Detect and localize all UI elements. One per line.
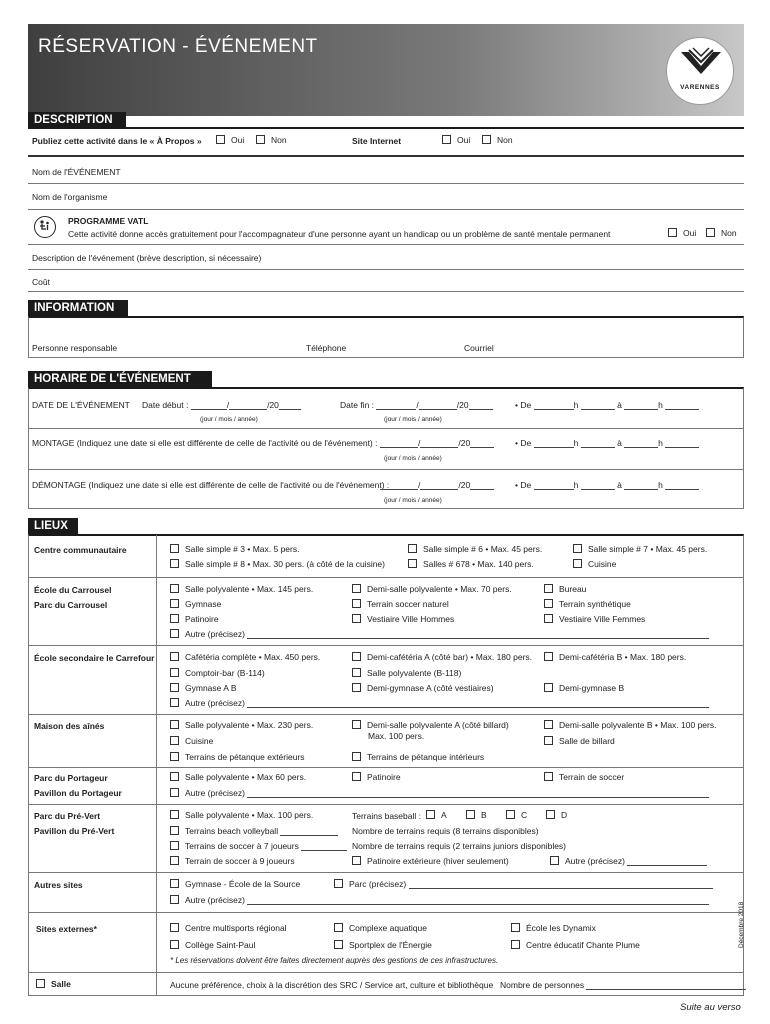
venue-option-other[interactable]: Parc (précisez) <box>334 879 713 889</box>
checkbox[interactable] <box>352 772 361 781</box>
checkbox[interactable] <box>170 788 179 797</box>
accessibility-icon <box>34 216 56 238</box>
venue-option[interactable]: Terrain de soccer <box>544 772 624 782</box>
venue-option[interactable]: Terrains beach volleyball <box>170 826 338 836</box>
event-time-field[interactable]: • De h à h <box>515 400 699 410</box>
checkbox[interactable] <box>170 559 179 568</box>
checkbox[interactable] <box>170 698 179 707</box>
checkbox[interactable] <box>352 720 361 729</box>
divider <box>28 269 744 270</box>
venue-option[interactable]: Salle polyvalente • Max. 145 pers. <box>170 584 313 594</box>
venue-label: Parc du Portageur <box>34 773 108 783</box>
salle-preference-text: Aucune préférence, choix à la discrétion des SRC / Service art, culture et bibliothèque <box>170 980 494 990</box>
page-title: RÉSERVATION - ÉVÉNEMENT <box>38 36 318 57</box>
venue-option[interactable]: Salle simple # 7 • Max. 45 pers. <box>573 544 707 554</box>
venue-option[interactable]: Salle simple # 3 • Max. 5 pers. <box>170 544 299 554</box>
checkbox[interactable] <box>170 683 179 692</box>
venue-option[interactable]: Patinoire extérieure (hiver seulement) <box>352 856 509 866</box>
checkbox[interactable] <box>408 559 417 568</box>
checkbox[interactable] <box>170 584 179 593</box>
section-heading-schedule: HORAIRE DE L'ÉVÉNEMENT <box>28 371 212 387</box>
checkbox[interactable] <box>334 940 343 949</box>
teardown-label: DÉMONTAGE (Indiquez une date si elle est différente de celle de l'activité ou de l'événement) : <box>32 480 390 490</box>
divider <box>28 645 744 646</box>
checkbox[interactable] <box>170 810 179 819</box>
checkbox[interactable] <box>352 652 361 661</box>
checkbox[interactable] <box>170 720 179 729</box>
venue-option[interactable]: Demi-gymnase B <box>544 683 624 693</box>
checkbox[interactable] <box>170 940 179 949</box>
event-name-field[interactable]: Nom de l'ÉVÉNEMENT <box>32 167 121 177</box>
date-hint: (jour / mois / année) <box>384 455 442 462</box>
form-date: Décembre 2018 <box>738 901 745 948</box>
venue-option[interactable]: Demi-gymnase A (côté vestiaires) <box>352 683 494 693</box>
venue-option-other[interactable]: Autre (précisez) <box>170 788 709 798</box>
checkbox[interactable] <box>544 584 553 593</box>
divider <box>28 972 744 973</box>
checkbox[interactable] <box>511 940 520 949</box>
baseball-option-b[interactable]: B <box>466 810 487 820</box>
venue-option[interactable]: Terrains de pétanque intérieurs <box>352 752 484 762</box>
venue-option[interactable]: Terrains de soccer à 7 joueurs <box>170 841 347 851</box>
venue-option[interactable]: Gymnase - École de la Source <box>170 879 300 889</box>
baseball-option-d[interactable]: D <box>546 810 567 820</box>
checkbox[interactable] <box>573 559 582 568</box>
venue-option[interactable]: Salle polyvalente • Max. 100 pers. <box>170 810 313 820</box>
venue-option[interactable]: Demi-cafétéria A (côté bar) • Max. 180 pers. <box>352 652 532 662</box>
checkbox[interactable] <box>482 135 491 144</box>
checkbox[interactable] <box>352 584 361 593</box>
people-count-field[interactable]: Nombre de personnes <box>500 980 746 990</box>
venue-label: Parc du Pré-Vert <box>34 811 101 821</box>
checkbox[interactable] <box>442 135 451 144</box>
checkbox[interactable] <box>706 228 715 237</box>
venue-label: Centre communautaire <box>34 545 127 555</box>
venue-label: École secondaire le Carrefour <box>34 653 155 663</box>
venue-option[interactable]: Cuisine <box>573 559 616 569</box>
section-heading-lieux: LIEUX <box>28 518 78 534</box>
terrain-count-note: Nombre de terrains requis (8 terrains disponibles) <box>352 826 539 836</box>
checkbox[interactable] <box>573 544 582 553</box>
venue-option[interactable]: Salle de billard <box>544 736 615 746</box>
external-sites-note: * Les réservations doivent être faites directement auprès des gestions de ces infrastructures. <box>170 956 499 965</box>
venue-option[interactable]: Demi-salle polyvalente B • Max. 100 pers. <box>544 720 716 730</box>
venue-option[interactable]: Patinoire <box>352 772 401 782</box>
baseball-option-a[interactable]: A <box>426 810 447 820</box>
site-oui-option[interactable]: Oui <box>442 135 470 145</box>
divider <box>28 183 744 184</box>
venue-option[interactable]: Vestiaire Ville Femmes <box>544 614 645 624</box>
checkbox[interactable] <box>170 668 179 677</box>
responsible-field[interactable]: Personne responsable <box>32 343 118 353</box>
venue-option[interactable]: Centre éducatif Chante Plume <box>511 940 640 950</box>
divider <box>28 209 744 210</box>
venue-option[interactable]: Salle polyvalente • Max 60 pers. <box>170 772 306 782</box>
venue-option[interactable]: Salle polyvalente (B-118) <box>352 668 461 678</box>
checkbox[interactable] <box>352 856 361 865</box>
start-date-field[interactable]: Date début : / /20 <box>142 400 301 410</box>
checkbox[interactable] <box>334 923 343 932</box>
checkbox[interactable] <box>170 752 179 761</box>
section-heading-description: DESCRIPTION <box>28 112 126 128</box>
venue-option[interactable]: Collège Saint-Paul <box>170 940 255 950</box>
teardown-time-field[interactable]: • De h à h <box>515 480 699 490</box>
venue-option[interactable]: Vestiaire Ville Hommes <box>352 614 454 624</box>
venue-label: Maison des aînés <box>34 721 105 731</box>
checkbox[interactable] <box>426 810 435 819</box>
checkbox[interactable] <box>170 544 179 553</box>
checkbox[interactable] <box>544 614 553 623</box>
checkbox[interactable] <box>216 135 225 144</box>
baseball-label: Terrains baseball : <box>352 811 421 821</box>
publish-oui-option[interactable]: Oui <box>216 135 244 145</box>
vatl-non-option[interactable]: Non <box>706 228 737 238</box>
checkbox[interactable] <box>544 652 553 661</box>
checkbox[interactable] <box>170 772 179 781</box>
venue-option[interactable]: École les Dynamix <box>511 923 596 933</box>
checkbox[interactable] <box>506 810 515 819</box>
venue-label: Parc du Carrousel <box>34 600 108 610</box>
venue-option[interactable]: Gymnase <box>170 599 221 609</box>
continued-overleaf: Suite au verso <box>680 1002 741 1013</box>
checkbox[interactable] <box>256 135 265 144</box>
checkbox[interactable] <box>544 772 553 781</box>
checkbox[interactable] <box>352 668 361 677</box>
section-rule <box>28 127 744 129</box>
venue-option-other[interactable]: Autre (précisez) <box>170 629 709 639</box>
venue-option[interactable]: Terrains de pétanque extérieurs <box>170 752 305 762</box>
checkbox[interactable] <box>352 752 361 761</box>
varennes-logo <box>666 37 734 105</box>
divider <box>28 577 744 578</box>
checkbox[interactable] <box>544 683 553 692</box>
event-date-label: DATE DE L'ÉVÉNEMENT <box>32 400 130 410</box>
venue-option[interactable]: Gymnase A B <box>170 683 237 693</box>
date-hint: (jour / mois / année) <box>384 497 442 504</box>
checkbox[interactable] <box>544 736 553 745</box>
venue-option[interactable]: Cuisine <box>170 736 213 746</box>
checkbox[interactable] <box>170 826 179 835</box>
vatl-text: Cette activité donne accès gratuitement pour l'accompagnateur d'une personne ayant un handicap ou un problème de santé mentale permanent <box>68 229 611 239</box>
checkbox[interactable] <box>352 599 361 608</box>
checkbox[interactable] <box>170 652 179 661</box>
event-description-field[interactable]: Description de l'événement (brève description, si nécessaire) <box>32 253 262 263</box>
setup-date-field[interactable]: / /20 <box>380 438 494 448</box>
site-internet-label: Site Internet <box>352 136 402 146</box>
venue-option[interactable]: Demi-salle polyvalente • Max. 70 pers. <box>352 584 512 594</box>
venue-option-other[interactable]: Autre (précisez) <box>170 698 709 708</box>
venue-option[interactable]: Bureau <box>544 584 586 594</box>
salle-option[interactable]: Salle <box>36 979 71 989</box>
date-hint: (jour / mois / année) <box>384 416 442 423</box>
checkbox[interactable] <box>170 895 179 904</box>
venue-option[interactable]: Demi-salle polyvalente A (côté billard) <box>352 720 509 730</box>
venue-option-detail: Max. 100 pers. <box>368 731 425 741</box>
venue-label: École du Carrousel <box>34 585 112 595</box>
venue-option[interactable]: Salle simple # 8 • Max. 30 pers. (à côté de la cuisine) <box>170 559 385 569</box>
setup-label: MONTAGE (Indiquez une date si elle est différente de celle de l'activité ou de l'événement) : <box>32 438 378 448</box>
divider <box>28 291 744 292</box>
checkbox[interactable] <box>352 614 361 623</box>
checkbox[interactable] <box>170 629 179 638</box>
checkbox[interactable] <box>170 879 179 888</box>
checkbox[interactable] <box>408 544 417 553</box>
checkbox[interactable] <box>550 856 559 865</box>
checkbox[interactable] <box>352 683 361 692</box>
site-non-option[interactable]: Non <box>482 135 513 145</box>
venue-option-other[interactable]: Autre (précisez) <box>170 895 709 905</box>
checkbox[interactable] <box>334 879 343 888</box>
baseball-option-c[interactable]: C <box>506 810 527 820</box>
venue-label: Pavillon du Pré-Vert <box>34 826 115 836</box>
venue-option[interactable]: Comptoir-bar (B-114) <box>170 668 265 678</box>
information-frame <box>28 316 744 358</box>
section-heading-information: INFORMATION <box>28 300 128 316</box>
venue-option[interactable]: Cafétéria complète • Max. 450 pers. <box>170 652 320 662</box>
venue-option[interactable]: Patinoire <box>170 614 219 624</box>
email-field[interactable]: Courriel <box>464 343 494 353</box>
checkbox[interactable] <box>511 923 520 932</box>
checkbox[interactable] <box>170 856 179 865</box>
checkbox[interactable] <box>170 614 179 623</box>
divider <box>28 804 744 805</box>
venue-option[interactable]: Salles # 678 • Max. 140 pers. <box>408 559 534 569</box>
venue-label: Pavillon du Portageur <box>34 788 122 798</box>
venue-option[interactable]: Centre multisports régional <box>170 923 287 933</box>
cost-field[interactable]: Coût <box>32 277 50 287</box>
org-name-field[interactable]: Nom de l'organisme <box>32 192 108 202</box>
divider <box>28 155 744 157</box>
logo-text: VARENNES <box>680 84 720 91</box>
checkbox[interactable] <box>36 979 45 988</box>
divider <box>28 244 744 245</box>
venue-option[interactable]: Terrain synthétique <box>544 599 631 609</box>
checkbox[interactable] <box>544 720 553 729</box>
end-date-field[interactable]: Date fin : / /20 <box>340 400 493 410</box>
page-header <box>28 24 744 116</box>
publish-label: Publiez cette activité dans le « À Propos » <box>32 136 202 146</box>
divider <box>28 872 744 873</box>
venue-option[interactable]: Demi-cafétéria B • Max. 180 pers. <box>544 652 686 662</box>
venue-option[interactable]: Sportplex de l'Énergie <box>334 940 432 950</box>
divider <box>28 428 744 429</box>
divider <box>28 767 744 768</box>
venue-option[interactable]: Complexe aquatique <box>334 923 427 933</box>
checkbox[interactable] <box>668 228 677 237</box>
venue-option[interactable]: Salle polyvalente • Max. 230 pers. <box>170 720 313 730</box>
publish-non-option[interactable]: Non <box>256 135 287 145</box>
teardown-date-field[interactable]: / /20 <box>380 480 494 490</box>
venue-option[interactable]: Salle simple # 6 • Max. 45 pers. <box>408 544 542 554</box>
divider <box>28 469 744 470</box>
checkbox[interactable] <box>546 810 555 819</box>
column-divider <box>156 535 157 995</box>
logo-mark-icon <box>667 38 735 82</box>
venue-option[interactable]: Terrain soccer naturel <box>352 599 449 609</box>
divider <box>28 912 744 913</box>
vatl-title: PROGRAMME VATL <box>68 216 149 226</box>
venue-label: Sites externes* <box>36 924 97 934</box>
setup-time-field[interactable]: • De h à h <box>515 438 699 448</box>
checkbox[interactable] <box>170 736 179 745</box>
venue-label: Autres sites <box>34 880 83 890</box>
date-hint: (jour / mois / année) <box>200 416 258 423</box>
checkbox[interactable] <box>170 599 179 608</box>
checkbox[interactable] <box>170 923 179 932</box>
phone-field[interactable]: Téléphone <box>306 343 347 353</box>
checkbox[interactable] <box>466 810 475 819</box>
vatl-oui-option[interactable]: Oui <box>668 228 696 238</box>
venue-option[interactable]: Terrain de soccer à 9 joueurs <box>170 856 295 866</box>
venue-option-other[interactable]: Autre (précisez) <box>550 856 707 866</box>
checkbox[interactable] <box>170 841 179 850</box>
divider <box>28 714 744 715</box>
terrain-count-note: Nombre de terrains requis (2 terrains juniors disponibles) <box>352 841 567 851</box>
checkbox[interactable] <box>544 599 553 608</box>
